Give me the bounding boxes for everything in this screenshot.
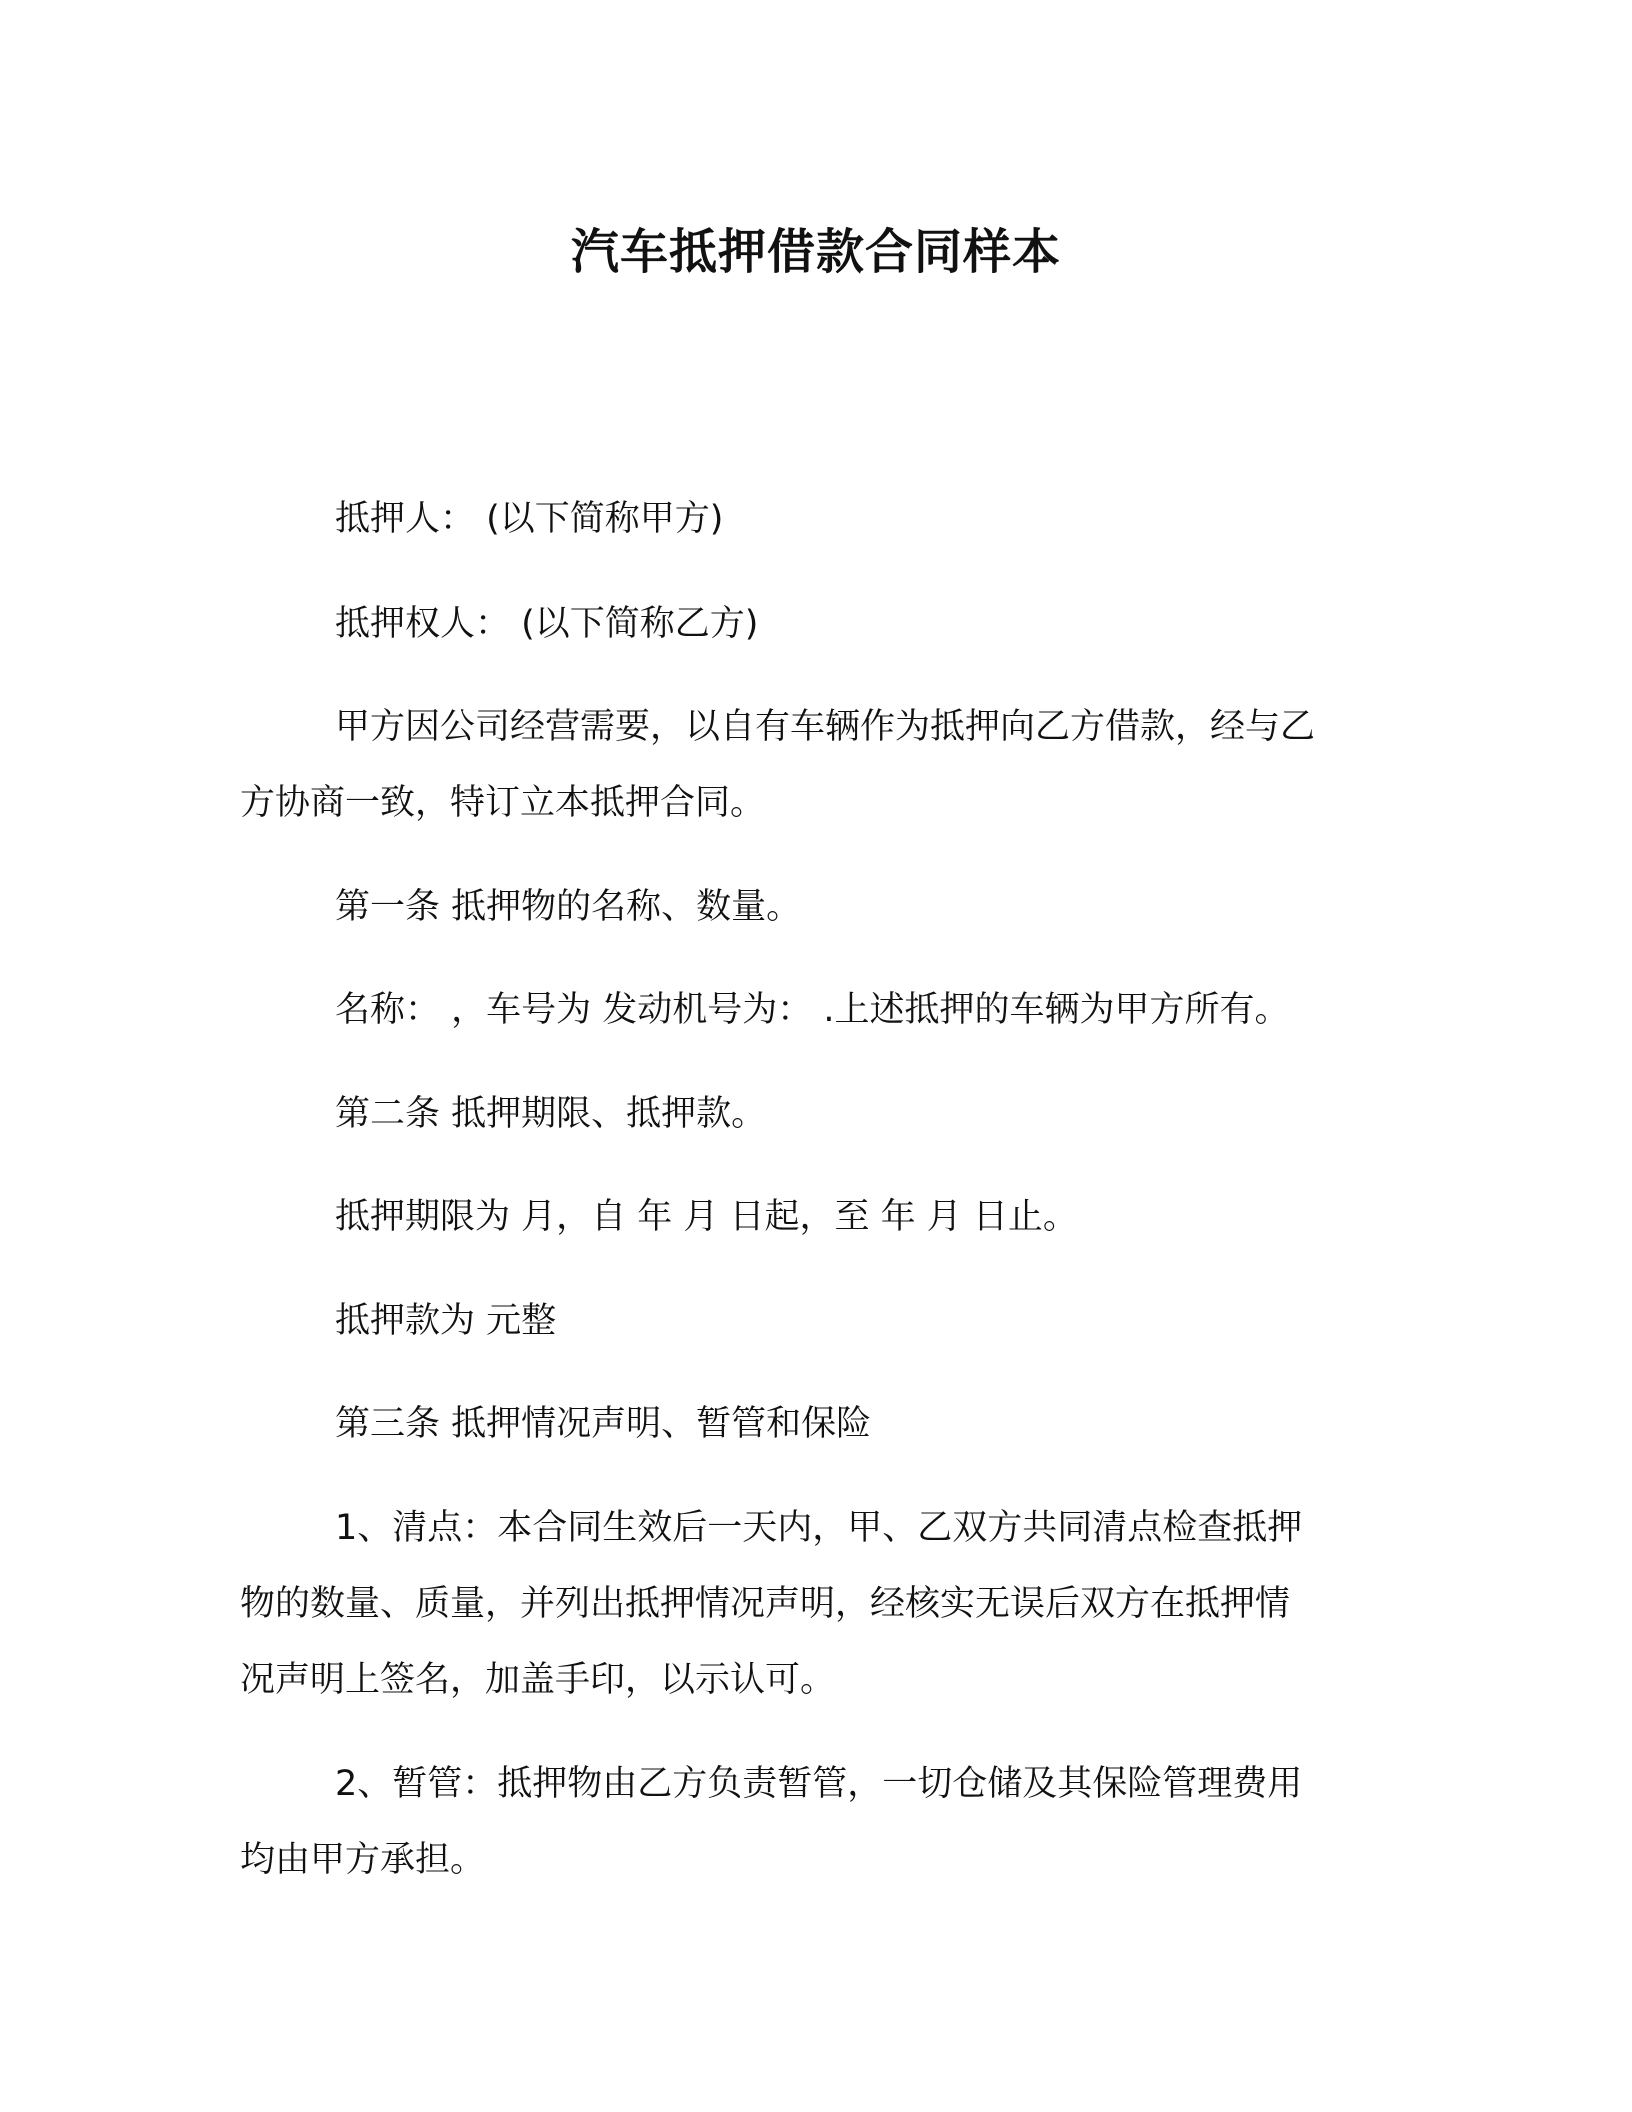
article-1-heading: 第一条 抵押物的名称、数量。 [335, 887, 802, 927]
article-3-heading: 第三条 抵押情况声明、暂管和保险 [335, 1404, 872, 1444]
article-1-body: 名称： ，车号为 发动机号为： .上述抵押的车辆为甲方所有。 [335, 990, 1290, 1030]
clause-1-line-2: 物的数量、质量，并列出抵押情况声明，经核实无误后双方在抵押情 [240, 1584, 1291, 1624]
clause-1-line-3: 况声明上签名，加盖手印，以示认可。 [240, 1660, 836, 1700]
clause-2-line-1: 2、暂管：抵押物由乙方负责暂管，一切仓储及其保险管理费用 [335, 1764, 1303, 1804]
preamble-line-1: 甲方因公司经营需要，以自有车辆作为抵押向乙方借款，经与乙 [335, 707, 1316, 747]
preamble-line-2: 方协商一致，特订立本抵押合同。 [240, 783, 766, 823]
mortgagor-line: 抵押人： (以下简称甲方) [335, 499, 724, 539]
clause-1-line-1: 1、清点：本合同生效后一天内，甲、乙双方共同清点检查抵押 [335, 1508, 1303, 1548]
document-title: 汽车抵押借款合同样本 [570, 224, 1061, 280]
article-2-amount-line: 抵押款为 元整 [335, 1301, 557, 1341]
article-2-term-line: 抵押期限为 月，自 年 月 日起，至 年 月 日止。 [335, 1197, 1078, 1237]
article-2-heading: 第二条 抵押期限、抵押款。 [335, 1094, 767, 1134]
mortgagee-line: 抵押权人： (以下简称乙方) [335, 604, 759, 644]
clause-2-line-2: 均由甲方承担。 [240, 1840, 486, 1880]
